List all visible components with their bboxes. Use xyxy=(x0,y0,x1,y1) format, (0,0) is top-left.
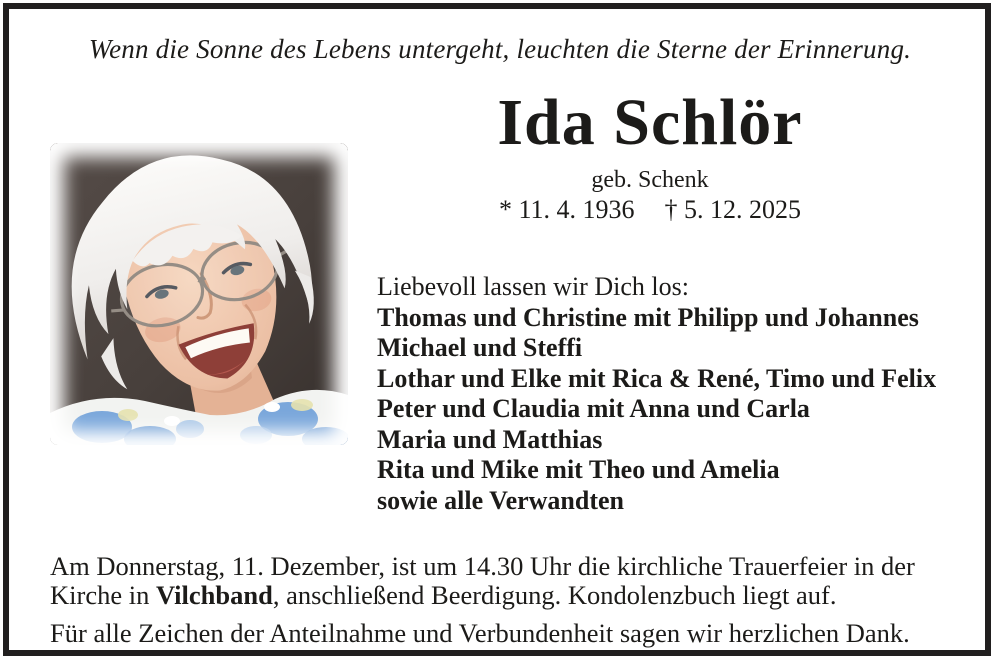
funeral-notice xyxy=(50,552,950,610)
obituary-frame xyxy=(3,3,991,656)
mourner-line: Thomas und Christine mit Philipp und Johannes xyxy=(377,302,919,332)
mourner-line: sowie alle Verwandten xyxy=(377,485,624,515)
farewell-intro: Liebevoll lassen wir Dich los: xyxy=(377,272,689,301)
thanks-line: Für alle Zeichen der Anteilnahme und Verbundenheit sagen wir herzlichen Dank. xyxy=(50,617,910,648)
birth-date: * 11. 4. 1936 xyxy=(498,195,635,224)
funeral-notice-text: Am Donnerstag, 11. Dezember, ist um 14.30 Uhr die kirchliche Trauerfeier in der Kirche in xyxy=(50,550,915,610)
deceased-name: Ida Schlör xyxy=(497,86,803,159)
funeral-place: Vilchband xyxy=(155,579,273,610)
memorial-quote: Wenn die Sonne des Lebens untergeht, leuchten die Sterne der Erinnerung. xyxy=(88,34,912,64)
mourner-line: Lothar und Elke mit Rica & René, Timo und Felix xyxy=(377,363,937,393)
mourner-line: Rita und Mike mit Theo und Amelia xyxy=(377,455,780,484)
mourner-line: Peter und Claudia mit Anna und Carla xyxy=(377,394,810,423)
maiden-name: geb. Schenk xyxy=(591,167,709,193)
death-date: † 5. 12. 2025 xyxy=(664,195,802,224)
portrait-photo xyxy=(50,143,348,445)
funeral-notice-text-2: , anschließend Beerdigung. Kondolenzbuch liegt auf. xyxy=(272,579,837,610)
portrait-illustration xyxy=(50,143,348,445)
mourner-line: Maria und Matthias xyxy=(377,424,603,454)
mourner-line: Michael und Steffi xyxy=(377,333,583,362)
deceased-header xyxy=(350,88,950,224)
life-dates xyxy=(350,196,950,224)
family-block xyxy=(377,272,977,516)
